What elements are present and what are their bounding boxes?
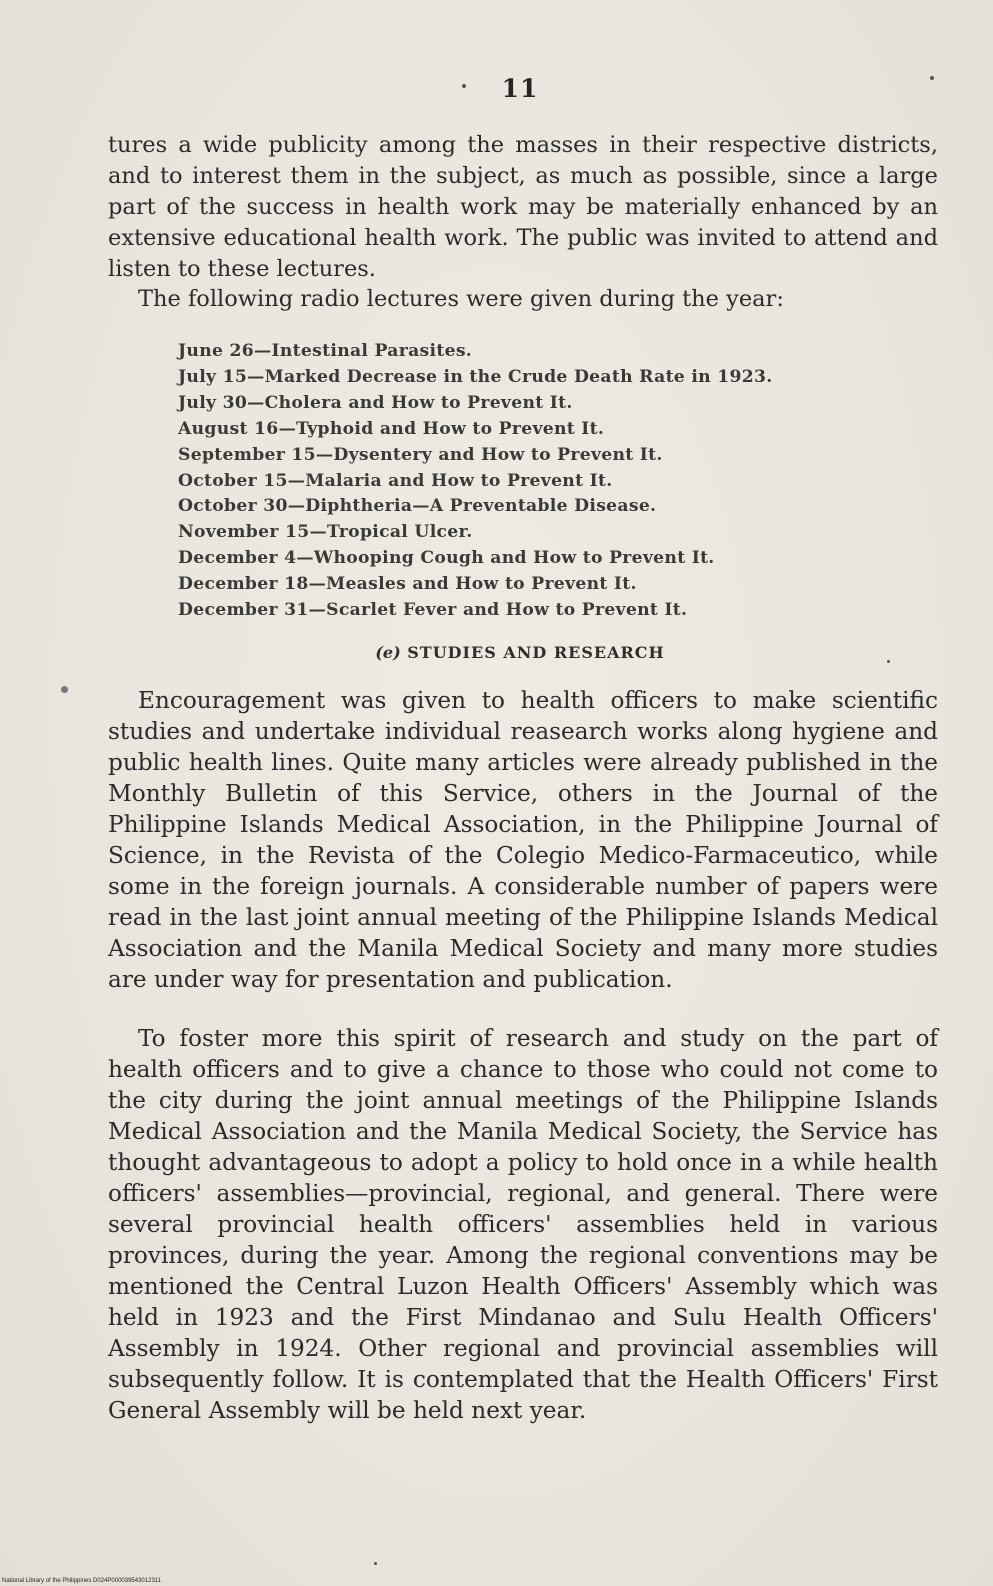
list-item: December 4—Whooping Cough and How to Prevent It. xyxy=(178,548,715,569)
radio-lectures-list xyxy=(178,339,898,624)
list-item: December 18—Measles and How to Prevent It. xyxy=(178,574,637,595)
list-item: November 15—Tropical Ulcer. xyxy=(178,522,473,543)
list-item: July 30—Cholera and How to Prevent It. xyxy=(178,392,573,413)
radio-lectures-intro: The following radio lectures were given during the year: xyxy=(138,286,784,312)
assemblies-paragraph: To foster more this spirit of research and study on the part of health officers and to give a chance to those who could not come to the city during the joint annual meetings of the Philippine Islands Medical Association and the Manila Medical Society, the Service has thought advantageous to adopt a policy to hold once in a while health officers' assemblies—provincial, regional, and general. There were several provincial health officers' assemblies held in various provinces, during the year. Among the regional conventions may be mentioned the Central Luzon Health Officers' Assembly which was held in 1923 and the First Mindanao and Sulu Health Officers' Assembly in 1924. Other regional and provincial assemblies will subsequently follow. It is contemplated that the Health Officers' First General Assembly will be held next year. xyxy=(108,1025,938,1424)
list-item: October 30—Diphtheria—A Preventable Disease. xyxy=(178,496,657,517)
list-item: September 15—Dysentery and How to Prevent It. xyxy=(178,444,663,465)
research-encouragement-paragraph: Encouragement was given to health officers to make scientific studies and undertake individual reasearch works along hygiene and public health lines. Quite many articles were already published in the Monthly Bulletin of this Service, others in the Journal of the Philippine Islands Medical Association, in the Philippine Journal of Science, in the Revista of the Colegio Medico-Farmaceutico, while some in the foreign journals. A considerable number of papers were read in the last joint annual meeting of the Philippine Islands Medical Association and the Manila Medical Society and many more studies are under way for presentation and publication. xyxy=(108,687,938,993)
list-item: August 16—Typhoid and How to Prevent It. xyxy=(178,418,605,439)
section-heading xyxy=(0,643,993,662)
scan-credit: National Library of the Philippines D024P000039543012311 xyxy=(2,1578,162,1584)
ink-speck xyxy=(61,686,68,693)
list-item: December 31—Scarlet Fever and How to Prevent It. xyxy=(178,600,688,621)
intro-paragraph: tures a wide publicity among the masses in their respective districts, and to interest them in the subject, as much as possible, since a large part of the success in health work may be materially enhanced by an extensive educational health work. The public was invited to attend and listen to these lectures. xyxy=(108,132,938,282)
ink-speck xyxy=(374,1562,377,1565)
list-item: October 15—Malaria and How to Prevent It. xyxy=(178,470,613,491)
list-item: June 26—Intestinal Parasites. xyxy=(178,341,473,361)
page-number: 11 xyxy=(501,74,539,103)
list-item: July 15—Marked Decrease in the Crude Death Rate in 1923. xyxy=(178,366,773,387)
section-title: STUDIES AND RESEARCH xyxy=(407,643,665,662)
section-marker: (e) xyxy=(375,643,401,662)
